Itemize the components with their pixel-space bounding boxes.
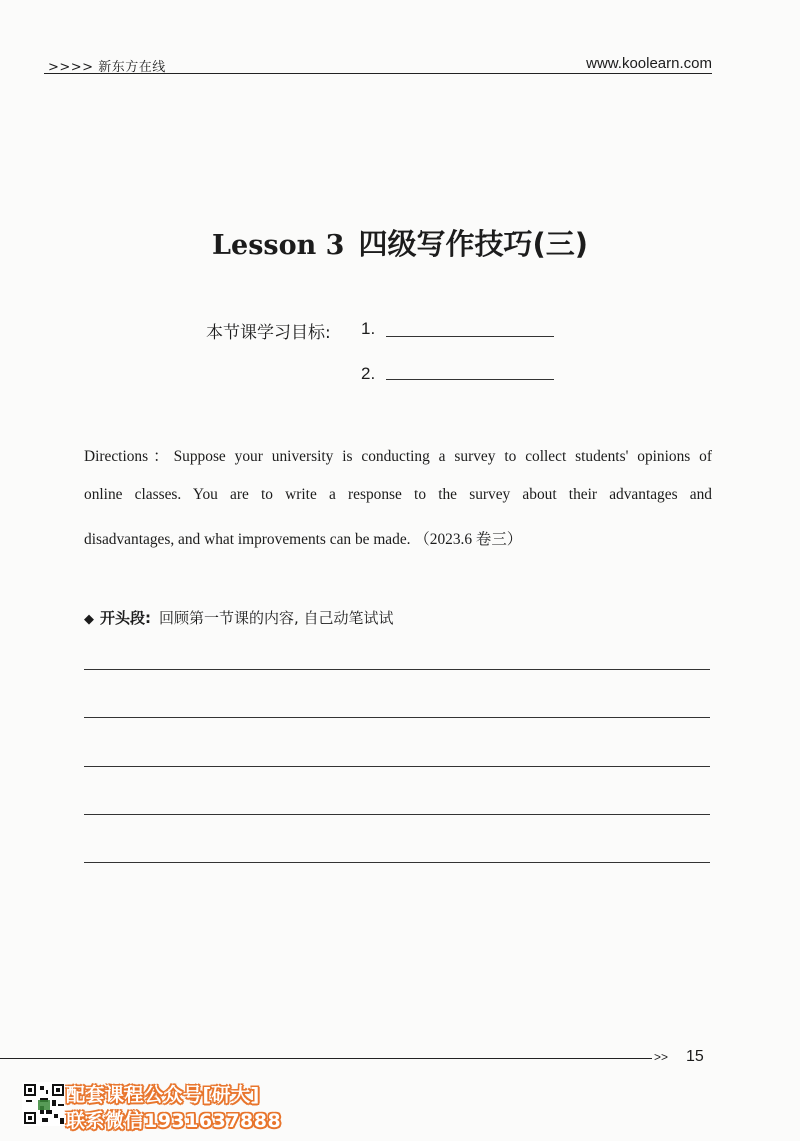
objective-2-number: 2. xyxy=(361,364,376,383)
header-divider xyxy=(44,73,712,74)
objective-1-number: 1. xyxy=(361,319,376,338)
writing-line xyxy=(84,862,710,863)
objectives-label: 本节课学习目标: xyxy=(206,323,331,343)
header-brand: >>>> 新东方在线 xyxy=(48,60,166,75)
page-number: 15 xyxy=(686,1048,704,1065)
writing-line xyxy=(84,669,710,670)
header-website: www.koolearn.com xyxy=(586,55,712,72)
directions-line-2: online classes. You are to write a response to the survey about their advantages and xyxy=(84,486,712,503)
footer-divider xyxy=(0,1058,652,1059)
promo-line-1: 配套课程公众号[研大] xyxy=(66,1084,260,1106)
qr-code-icon xyxy=(22,1082,66,1126)
opening-section-heading xyxy=(84,607,394,628)
footer-arrows: >> xyxy=(654,1050,669,1064)
directions-line-3: disadvantages, and what improvements can be made. （2023.6 卷三） xyxy=(84,531,523,548)
directions-line-1: Directions：Suppose your university is conducting a survey to collect students' opinions of xyxy=(84,448,712,465)
objective-1-blank xyxy=(386,336,554,337)
writing-line xyxy=(84,766,710,767)
writing-line xyxy=(84,717,710,718)
objective-2-blank xyxy=(386,379,554,380)
writing-line xyxy=(84,814,710,815)
page-title xyxy=(0,222,800,263)
promo-line-2: 联系微信1931637888 xyxy=(66,1110,282,1132)
diamond-bullet-icon: ◆ xyxy=(84,612,94,627)
lesson-number: Lesson 3 xyxy=(212,230,345,261)
section-label: 开头段: xyxy=(100,609,151,627)
lesson-topic: 四级写作技巧(三) xyxy=(358,227,588,261)
section-description: 回顾第一节课的内容, 自己动笔试试 xyxy=(159,609,394,627)
